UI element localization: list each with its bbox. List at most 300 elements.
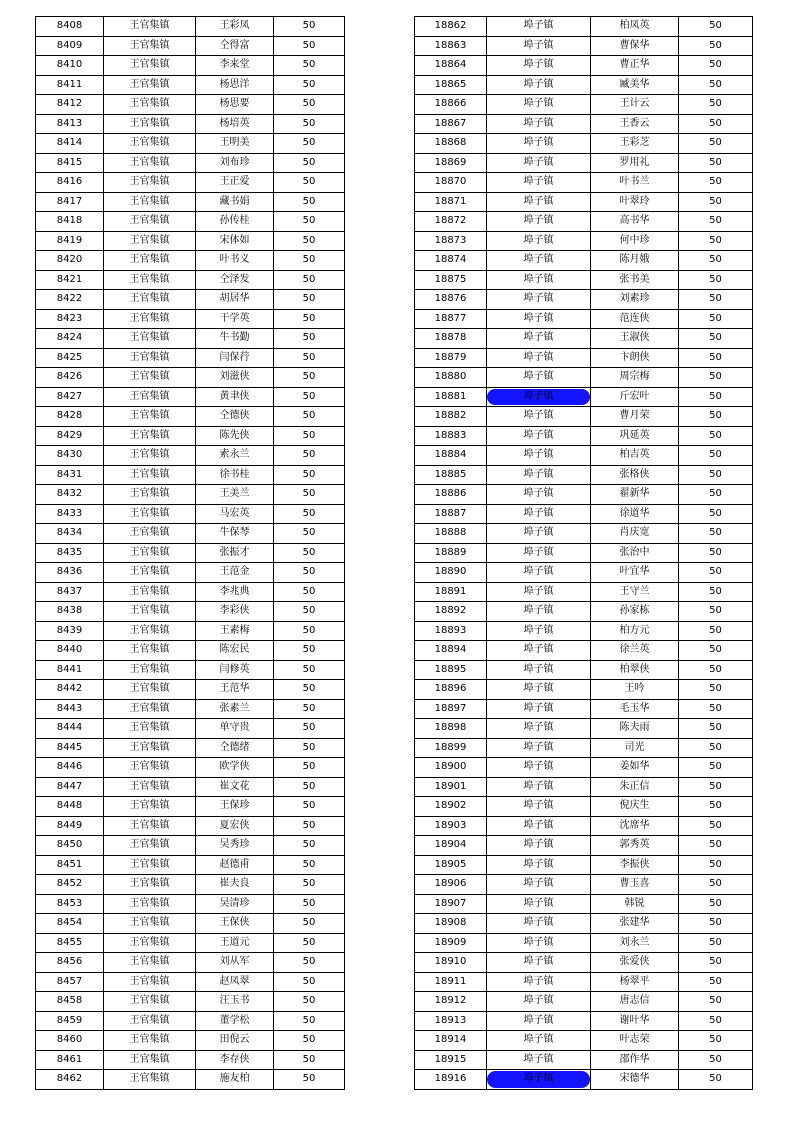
name-cell: 汪玉书	[196, 992, 274, 1012]
name-cell: 郭秀英	[591, 836, 679, 856]
town-cell: 王官集镇	[104, 992, 196, 1012]
id-cell: 8428	[36, 407, 104, 427]
name-cell: 刘布珍	[196, 153, 274, 173]
id-cell: 18869	[415, 153, 487, 173]
table-row	[36, 75, 345, 95]
town-cell: 埠子镇	[487, 134, 591, 154]
table-row	[36, 270, 345, 290]
table-row	[415, 1011, 753, 1031]
table-row	[36, 933, 345, 953]
amount-cell: 50	[274, 894, 345, 914]
amount-cell: 50	[679, 56, 753, 76]
table-row	[36, 953, 345, 973]
id-cell: 18867	[415, 114, 487, 134]
town-cell: 王官集镇	[104, 36, 196, 56]
table-row	[36, 56, 345, 76]
town-cell: 埠子镇	[487, 894, 591, 914]
amount-cell: 50	[679, 621, 753, 641]
table-row	[415, 114, 753, 134]
amount-cell: 50	[274, 641, 345, 661]
town-cell: 埠子镇	[487, 212, 591, 232]
table-row	[36, 894, 345, 914]
town-cell: 王官集镇	[104, 426, 196, 446]
table-row	[36, 660, 345, 680]
table-row	[36, 251, 345, 271]
name-cell: 李来堂	[196, 56, 274, 76]
id-cell: 18863	[415, 36, 487, 56]
table-row	[36, 1050, 345, 1070]
left-table	[35, 16, 345, 1090]
table-row	[36, 426, 345, 446]
town-cell: 王官集镇	[104, 446, 196, 466]
town-cell: 埠子镇	[487, 329, 591, 349]
id-cell: 18864	[415, 56, 487, 76]
name-cell: 柏方元	[591, 621, 679, 641]
amount-cell: 50	[274, 407, 345, 427]
town-cell: 埠子镇	[487, 192, 591, 212]
town-cell: 埠子镇	[487, 758, 591, 778]
town-cell: 王官集镇	[104, 582, 196, 602]
town-cell: 王官集镇	[104, 212, 196, 232]
name-cell: 王计云	[591, 95, 679, 115]
town-cell: 王官集镇	[104, 855, 196, 875]
table-row	[36, 465, 345, 485]
table-row	[415, 134, 753, 154]
amount-cell: 50	[274, 368, 345, 388]
name-cell: 索永兰	[196, 446, 274, 466]
id-cell: 18903	[415, 816, 487, 836]
town-cell: 王官集镇	[104, 972, 196, 992]
name-cell: 朱正信	[591, 777, 679, 797]
id-cell: 18901	[415, 777, 487, 797]
town-cell: 王官集镇	[104, 231, 196, 251]
table-row	[415, 153, 753, 173]
name-cell: 叶书兰	[591, 173, 679, 193]
amount-cell: 50	[679, 153, 753, 173]
town-cell: 王官集镇	[104, 290, 196, 310]
name-cell: 仝得富	[196, 36, 274, 56]
amount-cell: 50	[274, 173, 345, 193]
id-cell: 18897	[415, 699, 487, 719]
id-cell: 18868	[415, 134, 487, 154]
amount-cell: 50	[274, 426, 345, 446]
id-cell: 18893	[415, 621, 487, 641]
town-cell: 王官集镇	[104, 504, 196, 524]
town-cell: 埠子镇	[487, 933, 591, 953]
id-cell: 8448	[36, 797, 104, 817]
town-cell: 埠子镇	[487, 251, 591, 271]
town-cell: 王官集镇	[104, 543, 196, 563]
id-cell: 8455	[36, 933, 104, 953]
amount-cell: 50	[679, 797, 753, 817]
name-cell: 马宏英	[196, 504, 274, 524]
town-cell: 埠子镇	[487, 660, 591, 680]
amount-cell: 50	[679, 368, 753, 388]
amount-cell: 50	[274, 816, 345, 836]
amount-cell: 50	[679, 563, 753, 583]
amount-cell: 50	[274, 1011, 345, 1031]
town-cell: 王官集镇	[104, 270, 196, 290]
table-row	[415, 933, 753, 953]
table-row	[415, 1070, 753, 1090]
town-cell: 王官集镇	[104, 563, 196, 583]
amount-cell: 50	[679, 192, 753, 212]
amount-cell: 50	[274, 972, 345, 992]
amount-cell: 50	[679, 992, 753, 1012]
town-cell: 埠子镇	[487, 426, 591, 446]
table-row	[36, 719, 345, 739]
id-cell: 18866	[415, 95, 487, 115]
id-cell: 18880	[415, 368, 487, 388]
id-cell: 18911	[415, 972, 487, 992]
table-row	[415, 251, 753, 271]
amount-cell: 50	[274, 660, 345, 680]
id-cell: 8454	[36, 914, 104, 934]
table-row	[36, 855, 345, 875]
table-row	[415, 563, 753, 583]
name-cell: 张素兰	[196, 699, 274, 719]
id-cell: 8438	[36, 602, 104, 622]
name-cell: 杨翠平	[591, 972, 679, 992]
amount-cell: 50	[274, 621, 345, 641]
table-row	[36, 309, 345, 329]
highlighted-town-text: 埠子镇	[523, 390, 554, 402]
id-cell: 8417	[36, 192, 104, 212]
table-row	[415, 192, 753, 212]
table-row	[415, 816, 753, 836]
town-cell: 王官集镇	[104, 699, 196, 719]
id-cell: 8446	[36, 758, 104, 778]
name-cell: 曹玉喜	[591, 875, 679, 895]
amount-cell: 50	[679, 953, 753, 973]
town-cell: 埠子镇	[487, 173, 591, 193]
town-cell: 王官集镇	[104, 894, 196, 914]
name-cell: 曹保华	[591, 36, 679, 56]
table-row	[36, 290, 345, 310]
amount-cell: 50	[679, 816, 753, 836]
name-cell: 王吟	[591, 680, 679, 700]
table-row	[36, 504, 345, 524]
town-cell: 埠子镇	[487, 738, 591, 758]
table-row	[36, 485, 345, 505]
id-cell: 18865	[415, 75, 487, 95]
town-cell: 王官集镇	[104, 719, 196, 739]
name-cell: 杨思要	[196, 95, 274, 115]
id-cell: 18905	[415, 855, 487, 875]
id-cell: 18879	[415, 348, 487, 368]
table-row	[36, 738, 345, 758]
id-cell: 18886	[415, 485, 487, 505]
table-row	[415, 95, 753, 115]
name-cell: 闫修英	[196, 660, 274, 680]
amount-cell: 50	[274, 933, 345, 953]
table-row	[415, 270, 753, 290]
name-cell: 崔文花	[196, 777, 274, 797]
table-row	[36, 212, 345, 232]
name-cell: 王范华	[196, 680, 274, 700]
name-cell: 李振侠	[591, 855, 679, 875]
id-cell: 8451	[36, 855, 104, 875]
town-cell: 埠子镇	[487, 543, 591, 563]
table-row	[415, 992, 753, 1012]
id-cell: 18891	[415, 582, 487, 602]
name-cell: 王美兰	[196, 485, 274, 505]
amount-cell: 50	[274, 36, 345, 56]
id-cell: 18892	[415, 602, 487, 622]
id-cell: 18881	[415, 387, 487, 407]
name-cell: 王彩凤	[196, 17, 274, 37]
id-cell: 18908	[415, 914, 487, 934]
id-cell: 8413	[36, 114, 104, 134]
amount-cell: 50	[679, 524, 753, 544]
name-cell: 刘永兰	[591, 933, 679, 953]
table-row	[415, 543, 753, 563]
name-cell: 张振才	[196, 543, 274, 563]
town-cell: 王官集镇	[104, 758, 196, 778]
name-cell: 张治中	[591, 543, 679, 563]
table-row	[36, 1011, 345, 1031]
name-cell: 叶志荣	[591, 1031, 679, 1051]
town-cell: 埠子镇	[487, 290, 591, 310]
amount-cell: 50	[679, 485, 753, 505]
town-cell: 王官集镇	[104, 914, 196, 934]
town-cell: 王官集镇	[104, 1070, 196, 1090]
name-cell: 姜如华	[591, 758, 679, 778]
town-cell: 王官集镇	[104, 777, 196, 797]
id-cell: 8419	[36, 231, 104, 251]
id-cell: 8462	[36, 1070, 104, 1090]
amount-cell: 50	[274, 348, 345, 368]
id-cell: 8447	[36, 777, 104, 797]
table-row	[415, 465, 753, 485]
id-cell: 18910	[415, 953, 487, 973]
name-cell: 范连侠	[591, 309, 679, 329]
id-cell: 8436	[36, 563, 104, 583]
town-cell: 王官集镇	[104, 134, 196, 154]
id-cell: 8450	[36, 836, 104, 856]
amount-cell: 50	[679, 212, 753, 232]
id-cell: 18884	[415, 446, 487, 466]
table-row	[415, 290, 753, 310]
name-cell: 韩锐	[591, 894, 679, 914]
town-cell: 埠子镇	[487, 1050, 591, 1070]
table-row	[415, 1050, 753, 1070]
town-cell: 埠子镇	[487, 992, 591, 1012]
name-cell: 柏翠侠	[591, 660, 679, 680]
id-cell: 8426	[36, 368, 104, 388]
name-cell: 何中珍	[591, 231, 679, 251]
table-row	[415, 719, 753, 739]
amount-cell: 50	[274, 836, 345, 856]
name-cell: 叶宜华	[591, 563, 679, 583]
amount-cell: 50	[679, 426, 753, 446]
id-cell: 8423	[36, 309, 104, 329]
id-cell: 18875	[415, 270, 487, 290]
town-cell: 埠子镇	[487, 153, 591, 173]
id-cell: 8425	[36, 348, 104, 368]
table-row	[415, 894, 753, 914]
town-cell: 王官集镇	[104, 816, 196, 836]
table-row	[415, 524, 753, 544]
amount-cell: 50	[679, 777, 753, 797]
amount-cell: 50	[274, 875, 345, 895]
id-cell: 18912	[415, 992, 487, 1012]
amount-cell: 50	[679, 1070, 753, 1090]
table-row	[36, 446, 345, 466]
table-row	[36, 524, 345, 544]
table-row	[36, 914, 345, 934]
amount-cell: 50	[274, 309, 345, 329]
table-row	[36, 680, 345, 700]
left-table-body	[36, 17, 345, 1090]
id-cell: 18871	[415, 192, 487, 212]
name-cell: 张书美	[591, 270, 679, 290]
table-row	[36, 36, 345, 56]
id-cell: 8437	[36, 582, 104, 602]
amount-cell: 50	[274, 212, 345, 232]
name-cell: 吴清珍	[196, 894, 274, 914]
town-cell: 王官集镇	[104, 836, 196, 856]
amount-cell: 50	[274, 485, 345, 505]
id-cell: 8415	[36, 153, 104, 173]
table-row	[415, 738, 753, 758]
id-cell: 18914	[415, 1031, 487, 1051]
amount-cell: 50	[274, 95, 345, 115]
amount-cell: 50	[274, 387, 345, 407]
id-cell: 18913	[415, 1011, 487, 1031]
town-cell: 王官集镇	[104, 1050, 196, 1070]
id-cell: 8457	[36, 972, 104, 992]
id-cell: 8460	[36, 1031, 104, 1051]
town-cell: 王官集镇	[104, 192, 196, 212]
amount-cell: 50	[679, 465, 753, 485]
town-cell: 埠子镇	[487, 855, 591, 875]
town-cell: 王官集镇	[104, 407, 196, 427]
town-cell: 王官集镇	[104, 641, 196, 661]
name-cell: 仝德侠	[196, 407, 274, 427]
town-cell: 埠子镇	[487, 407, 591, 427]
name-cell: 叶书义	[196, 251, 274, 271]
town-cell: 王官集镇	[104, 368, 196, 388]
amount-cell: 50	[274, 17, 345, 37]
table-row	[36, 777, 345, 797]
name-cell: 陈宏民	[196, 641, 274, 661]
town-cell: 王官集镇	[104, 465, 196, 485]
table-row	[36, 836, 345, 856]
name-cell: 斤宏叶	[591, 387, 679, 407]
name-cell: 王守兰	[591, 582, 679, 602]
id-cell: 8410	[36, 56, 104, 76]
table-row	[415, 582, 753, 602]
name-cell: 柏吉英	[591, 446, 679, 466]
name-cell: 周宗梅	[591, 368, 679, 388]
table-row	[36, 563, 345, 583]
town-cell: 王官集镇	[104, 953, 196, 973]
name-cell: 宋德华	[591, 1070, 679, 1090]
town-cell: 埠子镇	[487, 797, 591, 817]
town-cell: 埠子镇	[487, 816, 591, 836]
table-row	[36, 153, 345, 173]
town-cell: 埠子镇	[487, 836, 591, 856]
amount-cell: 50	[679, 738, 753, 758]
amount-cell: 50	[679, 407, 753, 427]
town-cell: 埠子镇	[487, 719, 591, 739]
table-row	[415, 758, 753, 778]
town-cell: 王官集镇	[104, 660, 196, 680]
town-cell: 王官集镇	[104, 485, 196, 505]
name-cell: 闫保荇	[196, 348, 274, 368]
table-row	[415, 875, 753, 895]
amount-cell: 50	[679, 933, 753, 953]
amount-cell: 50	[679, 446, 753, 466]
amount-cell: 50	[274, 153, 345, 173]
table-row	[415, 777, 753, 797]
amount-cell: 50	[274, 1070, 345, 1090]
name-cell: 曹月荣	[591, 407, 679, 427]
id-cell: 8442	[36, 680, 104, 700]
town-cell: 埠子镇	[487, 36, 591, 56]
amount-cell: 50	[679, 680, 753, 700]
table-row	[36, 368, 345, 388]
name-cell: 翟新华	[591, 485, 679, 505]
table-row	[36, 1031, 345, 1051]
table-row	[415, 699, 753, 719]
name-cell: 张格侠	[591, 465, 679, 485]
town-cell: 王官集镇	[104, 56, 196, 76]
amount-cell: 50	[679, 95, 753, 115]
name-cell: 刘滋侠	[196, 368, 274, 388]
amount-cell: 50	[274, 543, 345, 563]
name-cell: 徐道华	[591, 504, 679, 524]
table-row	[36, 816, 345, 836]
id-cell: 8411	[36, 75, 104, 95]
amount-cell: 50	[274, 797, 345, 817]
town-cell: 王官集镇	[104, 1031, 196, 1051]
amount-cell: 50	[274, 75, 345, 95]
id-cell: 18895	[415, 660, 487, 680]
name-cell: 藏书娟	[196, 192, 274, 212]
town-cell: 王官集镇	[104, 875, 196, 895]
amount-cell: 50	[679, 309, 753, 329]
id-cell: 8429	[36, 426, 104, 446]
amount-cell: 50	[274, 329, 345, 349]
id-cell: 8421	[36, 270, 104, 290]
table-row	[36, 797, 345, 817]
id-cell: 18890	[415, 563, 487, 583]
table-row	[415, 641, 753, 661]
name-cell: 黄聿侠	[196, 387, 274, 407]
amount-cell: 50	[274, 738, 345, 758]
id-cell: 8459	[36, 1011, 104, 1031]
name-cell: 邵作华	[591, 1050, 679, 1070]
id-cell: 8461	[36, 1050, 104, 1070]
id-cell: 18877	[415, 309, 487, 329]
town-cell: 王官集镇	[104, 153, 196, 173]
id-cell: 18898	[415, 719, 487, 739]
name-cell: 唐志信	[591, 992, 679, 1012]
table-row	[415, 75, 753, 95]
name-cell: 陈先侠	[196, 426, 274, 446]
name-cell: 胡居华	[196, 290, 274, 310]
town-cell: 埠子镇	[487, 699, 591, 719]
amount-cell: 50	[679, 699, 753, 719]
table-row	[415, 426, 753, 446]
id-cell: 18862	[415, 17, 487, 37]
table-row	[415, 329, 753, 349]
id-cell: 18873	[415, 231, 487, 251]
amount-cell: 50	[274, 192, 345, 212]
id-cell: 18870	[415, 173, 487, 193]
